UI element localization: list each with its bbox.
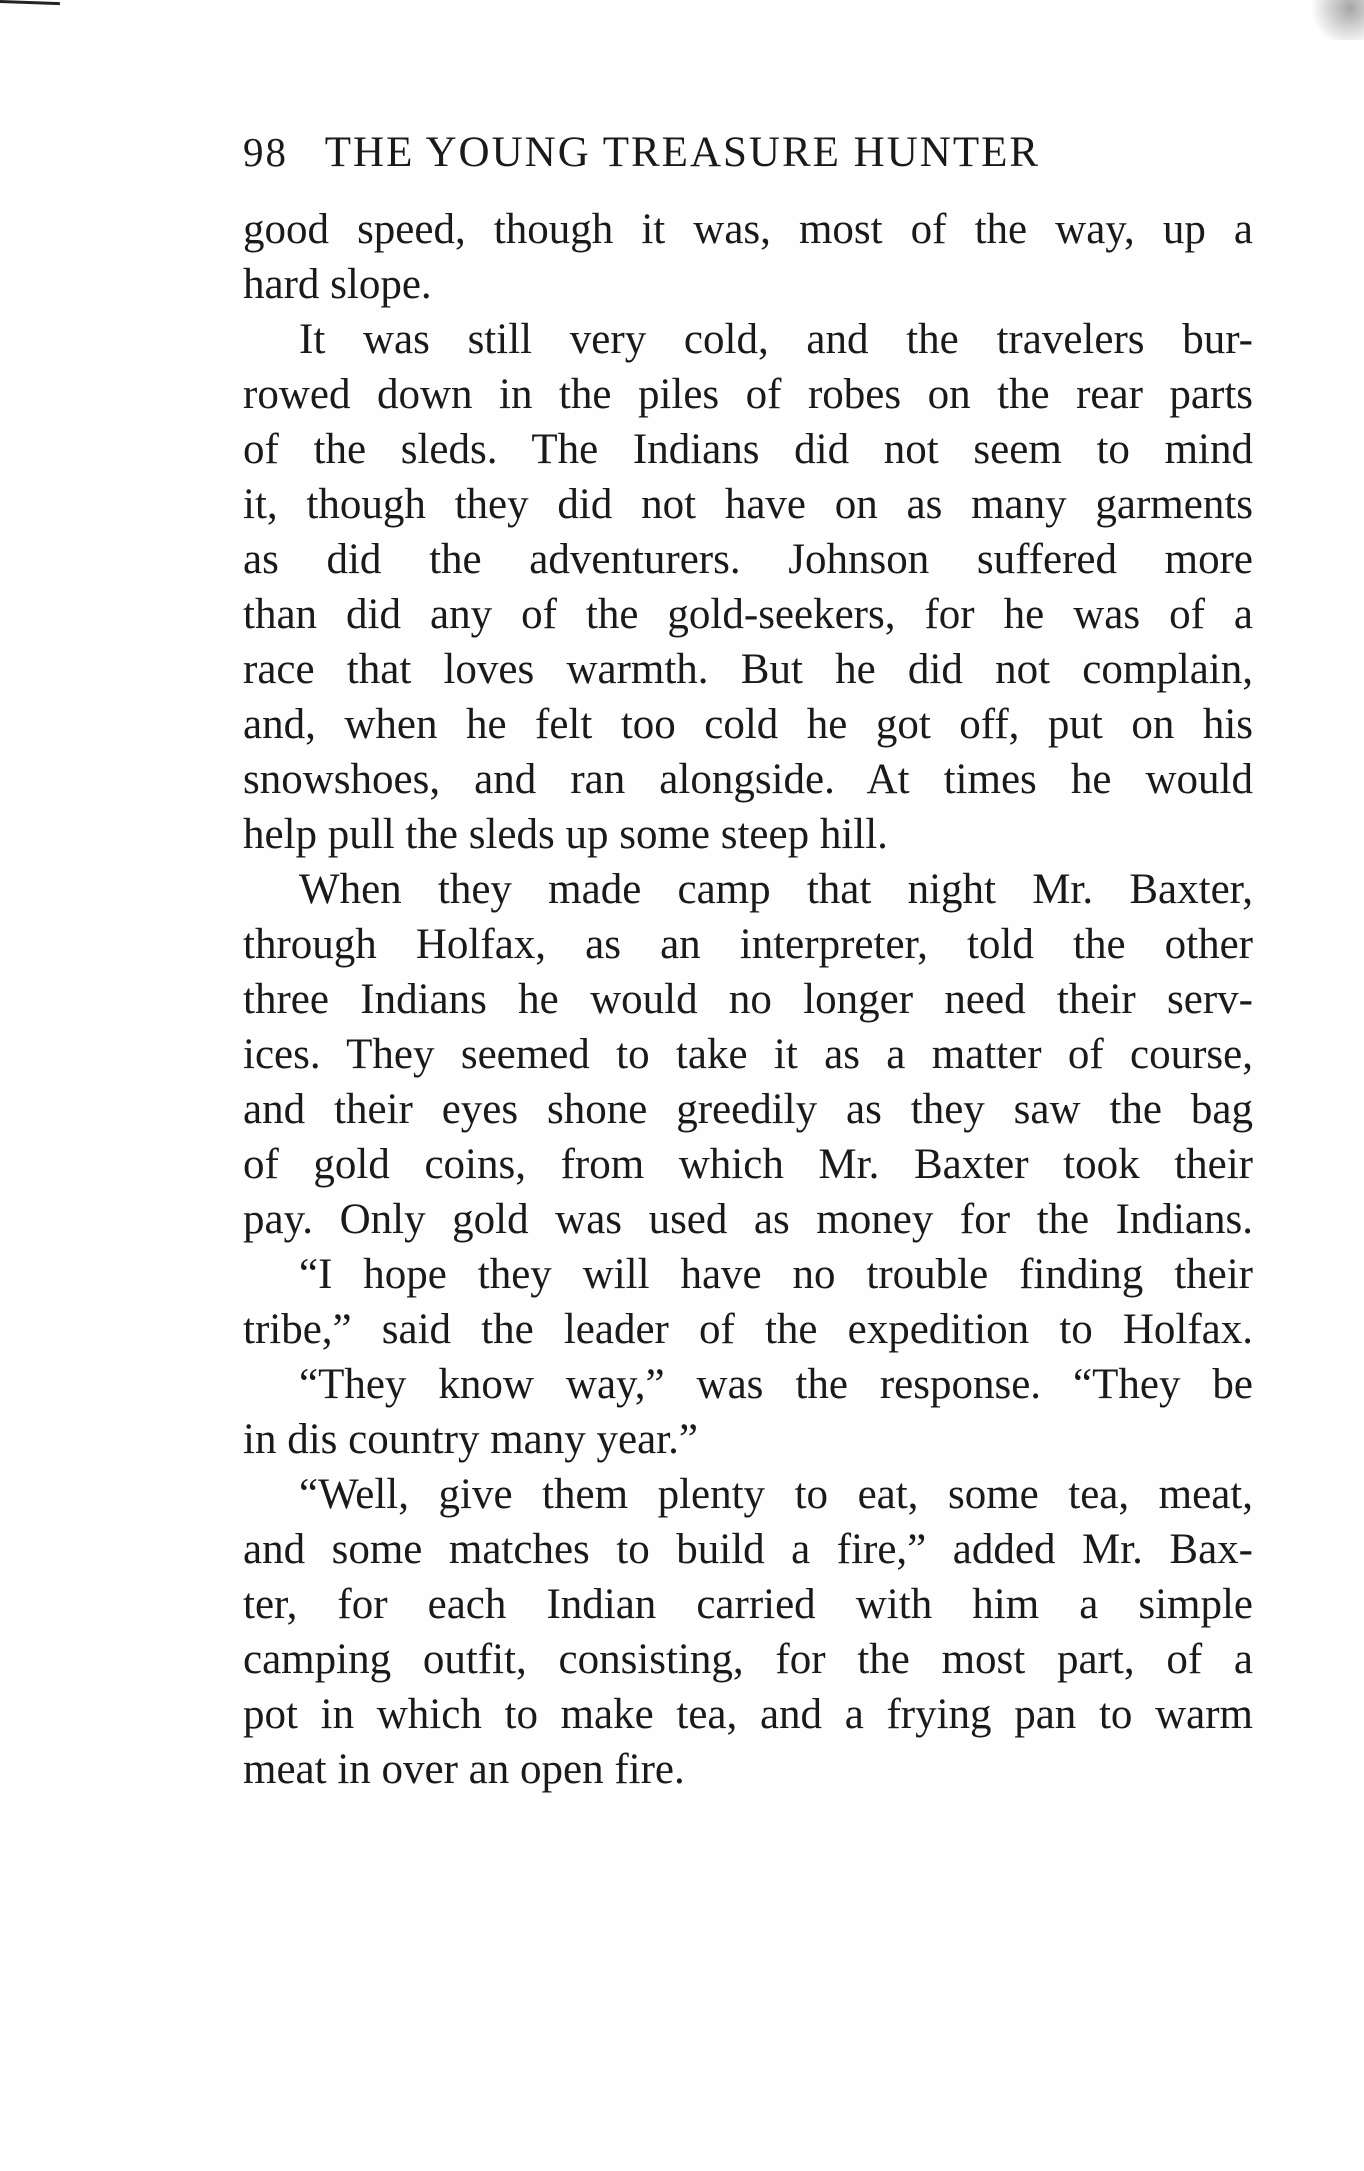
text-line: meat in over an open fire. (243, 1746, 685, 1793)
text-line: in dis country many year.” (243, 1416, 698, 1463)
paragraph (243, 1357, 1253, 1467)
text-line: good speed, though it was, most of the way, up a (243, 206, 1253, 253)
text-line: ter, for each Indian carried with him a simple (243, 1581, 1253, 1628)
text-line: rowed down in the piles of robes on the rear parts (243, 371, 1253, 418)
text-line: snowshoes, and ran alongside. At times he would (243, 756, 1253, 803)
text-line: “Well, give them plenty to eat, some tea, meat, (299, 1471, 1253, 1518)
text-line: camping outfit, consisting, for the most part, of a (243, 1636, 1253, 1683)
text-line: and some matches to build a fire,” added Mr. Bax- (243, 1526, 1253, 1573)
text-line: of the sleds. The Indians did not seem to mind (243, 426, 1253, 473)
text-line: of gold coins, from which Mr. Baxter took their (243, 1141, 1253, 1188)
text-line: race that loves warmth. But he did not complain, (243, 646, 1253, 693)
text-line: When they made camp that night Mr. Baxter, (299, 866, 1253, 913)
text-line: and their eyes shone greedily as they saw the bag (243, 1086, 1253, 1133)
text-line: pay. Only gold was used as money for the Indians. (243, 1196, 1253, 1243)
text-line: hard slope. (243, 261, 432, 308)
text-line: through Holfax, as an interpreter, told the other (243, 921, 1253, 968)
text-line: pot in which to make tea, and a frying pan to warm (243, 1691, 1253, 1738)
scan-corner-mark (0, 0, 60, 13)
text-line: and, when he felt too cold he got off, put on his (243, 701, 1253, 748)
page-header (243, 128, 1253, 188)
text-line: it, though they did not have on as many garments (243, 481, 1253, 528)
paragraph (243, 862, 1253, 1247)
body-text (243, 202, 1253, 1797)
text-line: ices. They seemed to take it as a matter of course, (243, 1031, 1253, 1078)
text-line: than did any of the gold-seekers, for he was of a (243, 591, 1253, 638)
text-line: “I hope they will have no trouble finding their (299, 1251, 1253, 1298)
text-line: help pull the sleds up some steep hill. (243, 811, 888, 858)
scan-speck (1294, 0, 1364, 40)
text-line: three Indians he would no longer need their serv- (243, 976, 1253, 1023)
paragraph (243, 1467, 1253, 1797)
text-line: “They know way,” was the response. “They be (299, 1361, 1253, 1408)
paragraph (243, 1247, 1253, 1357)
text-line: as did the adventurers. Johnson suffered more (243, 536, 1253, 583)
paragraph (243, 202, 1253, 312)
text-line: It was still very cold, and the travelers bur- (299, 316, 1253, 363)
page-number: 98 (243, 129, 288, 175)
paragraph (243, 312, 1253, 862)
text-line: tribe,” said the leader of the expedition to Holfax. (243, 1306, 1253, 1353)
running-title: THE YOUNG TREASURE HUNTER (324, 129, 1041, 176)
